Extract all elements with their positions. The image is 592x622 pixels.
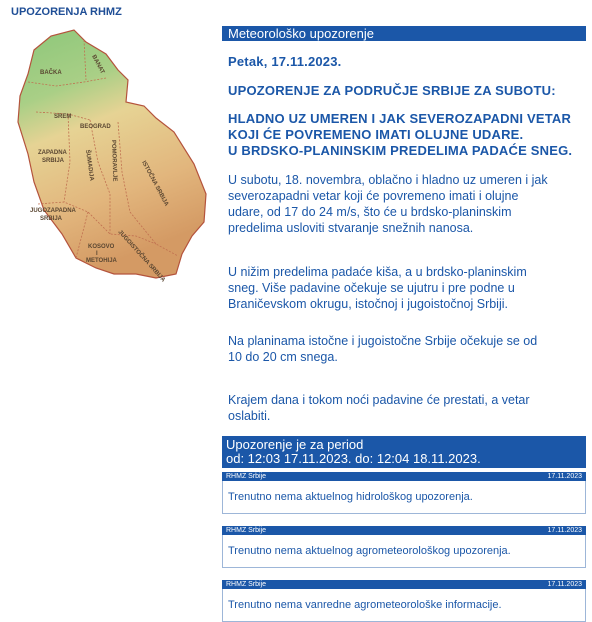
notice-header: [222, 472, 586, 481]
region-beograd: BEOGRAD: [80, 124, 111, 130]
notice-date: 17.11.2023: [547, 581, 582, 588]
warning-area-title: UPOZORENJE ZA PODRUČJE SRBIJE ZA SUBOTU:: [228, 83, 556, 98]
warning-header: Meteorološko upozorenje: [222, 26, 586, 41]
paragraph-1-line: severozapadni vetar koji će povremeno imati i olujne: [228, 189, 519, 203]
notice-header: [222, 580, 586, 589]
paragraph-3-line: Na planinama istočne i jugoistočne Srbije očekuje se od: [228, 334, 538, 348]
region-sumadija: ŠUMADIJA: [84, 149, 95, 182]
warning-headline-3: U BRDSKO-PLANINSKIM PREDELIMA PADAĆE SNEG.: [228, 143, 573, 158]
paragraph-1-line: predelima usloviti stvaranje snežnih nanosa.: [228, 221, 474, 235]
agrometeorological-information: Trenutno nema vanredne agrometeorološke informacije.: [222, 589, 586, 622]
paragraph-2-line: sneg. Više padavine očekuje se ujutru i pre podne u: [228, 281, 515, 295]
warning-headline-2: KOJI ĆE POVREMENO IMATI OLUJNE UDARE.: [228, 127, 524, 142]
notice-source: RHMZ Srbije: [226, 473, 267, 480]
region-srem: SREM: [54, 114, 72, 120]
notice-source: RHMZ Srbije: [226, 581, 267, 588]
paragraph-2-line: U nižim predelima padaće kiša, a u brdsko-planinskim: [228, 265, 527, 279]
region-pomoravlje: POMORAVLJE: [110, 139, 118, 182]
serbia-regions-map[interactable]: [6, 22, 216, 292]
svg-text:SRBIJA: SRBIJA: [40, 216, 63, 222]
region-backa: BAČKA: [40, 70, 62, 76]
svg-text:METOHIJA: METOHIJA: [86, 258, 117, 264]
notice-date: 17.11.2023: [547, 527, 582, 534]
warning-date: Petak, 17.11.2023.: [228, 54, 342, 69]
warning-panel: [222, 26, 586, 622]
paragraph-1-line: udare, od 17 do 24 m/s, što će u brdsko-planinskim: [228, 205, 512, 219]
site-title: UPOZORENJA RHMZ: [11, 6, 122, 18]
region-zapadna-srbija: ZAPADNA: [38, 150, 67, 156]
paragraph-1-line: U subotu, 18. novembra, oblačno i hladno uz umeren i jak: [228, 173, 548, 187]
region-kosovo-metohija: KOSOVO: [88, 244, 115, 250]
paragraph-4-line: oslabiti.: [228, 409, 271, 423]
paragraph-3-line: 10 do 20 cm snega.: [228, 350, 338, 364]
period-label: Upozorenje je za period: [226, 437, 364, 452]
period-range: od: 12:03 17.11.2023. do: 12:04 18.11.2023.: [226, 451, 481, 466]
svg-text:SRBIJA: SRBIJA: [42, 158, 65, 164]
region-banat: BANAT: [90, 54, 106, 76]
svg-text:I: I: [96, 251, 98, 257]
warning-headline-1: HLADNO UZ UMEREN I JAK SEVEROZAPADNI VETAR: [228, 111, 572, 126]
warning-period: [222, 436, 586, 468]
region-jugoistocna-srbija: JUGOISTOČNA SRBIJA: [116, 229, 167, 284]
paragraph-4-line: Krajem dana i tokom noći padavine će prestati, a vetar: [228, 393, 530, 407]
notice-date: 17.11.2023: [547, 473, 582, 480]
paragraph-2-line: Braničevskom okrugu, istočnoj i jugoistočnoj Srbiji.: [228, 297, 508, 311]
notice-header: [222, 526, 586, 535]
hydrological-notice: Trenutno nema aktuelnog hidrološkog upozorenja.: [222, 481, 586, 514]
agrometeorological-notice: Trenutno nema aktuelnog agrometeorološkog upozorenja.: [222, 535, 586, 568]
region-istocna-srbija: ISTOČNA SRBIJA: [140, 160, 170, 208]
region-jugozapadna-srbija: JUGOZAPADNA: [30, 208, 76, 214]
notice-source: RHMZ Srbije: [226, 527, 267, 534]
